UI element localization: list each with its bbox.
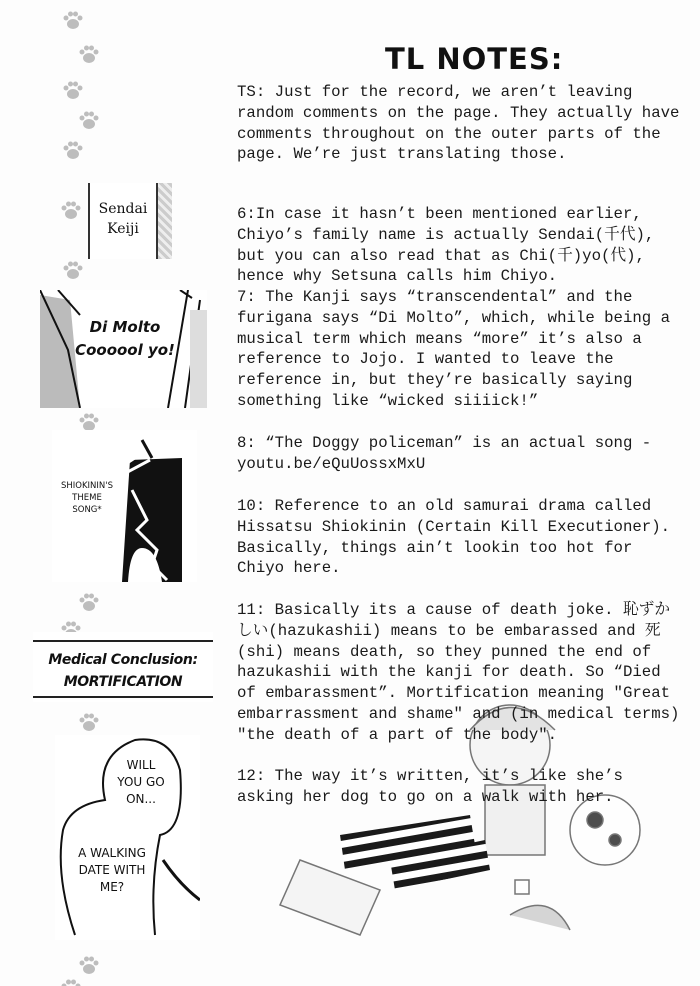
sendai-text: Sendai <box>98 201 148 217</box>
paw-print-icon <box>78 412 100 432</box>
note-line: embarrassment and shame" and (in medical terms) <box>237 704 680 723</box>
note-line: hence why Setsuna calls him Chiyo. <box>237 267 558 286</box>
page-title: TL NOTES: <box>385 42 564 76</box>
note-line: youtu.be/eQuUossxMxU <box>237 454 426 473</box>
cool-yo-text: Coooool yo! <box>75 341 175 359</box>
note-line: 11: Basically its a cause of death joke. 恥ずか <box>237 601 671 619</box>
me-text: ME? <box>99 880 125 894</box>
note-line: Basically, things ain’t lookin too hot for <box>237 538 633 557</box>
keiji-text: Keiji <box>107 221 139 237</box>
paw-print-icon <box>78 712 100 732</box>
paw-print-icon <box>78 110 100 130</box>
paw-print-icon <box>62 140 84 160</box>
panel-medical-conclusion <box>33 632 213 702</box>
note-line: reference to Jojo. I wanted to leave the <box>237 350 614 369</box>
note-line: Chiyo here. <box>237 559 341 578</box>
paw-print-icon <box>60 200 82 220</box>
note-line: 10: Reference to an old samurai drama called <box>237 497 652 515</box>
paw-print-icon <box>60 978 82 986</box>
shiokinin-text: SHIOKININ'S <box>60 481 114 491</box>
paw-print-icon <box>62 260 84 280</box>
paw-print-icon <box>78 955 100 975</box>
note-line: page. We’re just translating those. <box>237 145 567 164</box>
note-line: random comments on the page. They actually have <box>237 103 680 122</box>
paw-print-icon <box>78 44 100 64</box>
note-ts <box>237 82 697 165</box>
note-line: asking her dog to go on a walk with her. <box>237 787 614 806</box>
note-11 <box>237 600 697 746</box>
di-molto-text: Di Molto <box>89 318 161 336</box>
panel-shiokinin-theme <box>52 430 197 582</box>
note-8 <box>237 433 697 475</box>
paw-print-icon <box>62 80 84 100</box>
note-line: 6:In case it hasn’t been mentioned earlier, <box>237 205 642 223</box>
panel-walking-date <box>55 735 200 940</box>
note-line: of embarassment”. Mortification meaning "Great <box>237 684 671 703</box>
note-12 <box>237 766 697 808</box>
song-text: SONG* <box>72 505 102 515</box>
note-line: Hissatsu Shiokinin (Certain Kill Executioner). <box>237 517 671 536</box>
note-line: (shi) means death, so they punned the end of <box>237 642 652 661</box>
date-with-text: DATE WITH <box>78 863 146 877</box>
will-text: WILL <box>126 758 156 772</box>
note-line: 8: “The Doggy policeman” is an actual song - <box>237 434 652 452</box>
on-text: ON... <box>126 792 156 806</box>
paw-print-icon <box>78 592 100 612</box>
mortification-text: MORTIFICATION <box>63 674 183 690</box>
note-line: something like “wicked siiiick!” <box>237 391 539 410</box>
paw-print-icon <box>62 10 84 30</box>
panel-di-molto <box>40 290 207 408</box>
note-line: しい(hazukashii) means to be embarassed and 死 <box>237 621 661 640</box>
note-line: TS: Just for the record, we aren’t leaving <box>237 83 633 101</box>
medical-conclusion-text: Medical Conclusion: <box>48 652 198 668</box>
note-7 <box>237 287 697 412</box>
theme-text: THEME <box>72 493 102 503</box>
note-line: 12: The way it’s written, it’s like she’s <box>237 767 623 785</box>
note-line: hazukashii with the kanji for death. So “Died <box>237 663 661 682</box>
a-walking-text: A WALKING <box>78 846 146 860</box>
panel-sendai-keiji <box>86 183 172 259</box>
note-line: reference in, but they’re basically saying <box>237 371 633 390</box>
note-line: comments throughout on the outer parts of the <box>237 124 661 143</box>
note-line: 7: The Kanji says “transcendental” and the <box>237 288 633 306</box>
note-10 <box>237 496 697 579</box>
note-line: but you can also read that as Chi(千)yo(代), <box>237 246 645 265</box>
note-line: "the death of a part of the body". <box>237 725 558 744</box>
note-line: furigana says “Di Molto”, which, while being a <box>237 308 671 327</box>
note-line: musical term which means “more” it’s also a <box>237 329 642 348</box>
you-go-text: YOU GO <box>117 775 165 789</box>
note-line: Chiyo’s family name is actually Sendai(千代), <box>237 225 655 244</box>
note-6 <box>237 204 697 287</box>
